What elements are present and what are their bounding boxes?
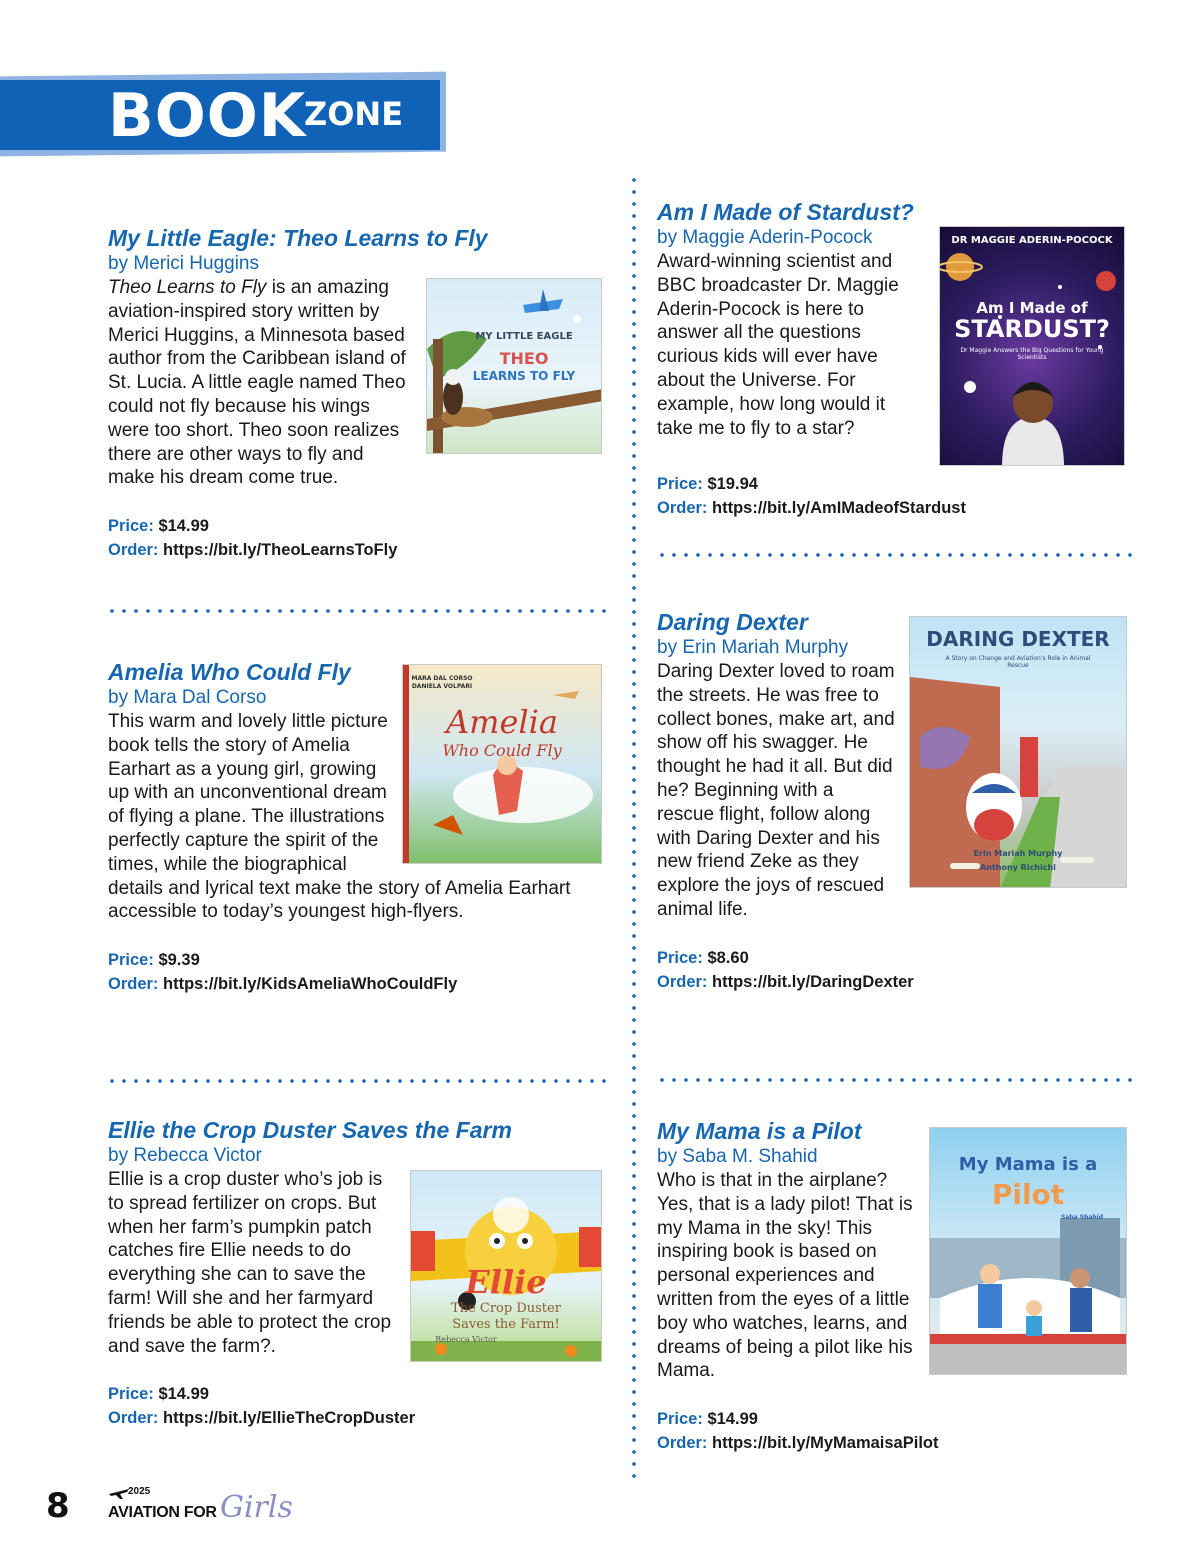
cover-text-3: Saba Shahid bbox=[1060, 1214, 1104, 1221]
cover-text-3: STARDUST? bbox=[954, 315, 1110, 343]
cover-text-4: Who Could Fly bbox=[442, 741, 562, 760]
book-title: Amelia Who Could Fly bbox=[108, 659, 351, 685]
book-description: This warm and lovely little picture book tells the story of Amelia Earhart as a young girl, growing up with an unconventional dream of flying a plane. The illustrations perfectly capture the spirit of the times, while the biographical details and lyrical text make the story of Amelia Earhart accessible to today’s youngest high-flyers. bbox=[108, 711, 571, 923]
cover-text-2: The Crop Duster bbox=[451, 1301, 561, 1316]
order-label: Order: bbox=[108, 541, 159, 560]
book-entry-amelia bbox=[108, 658, 602, 996]
cover-text-1: DR MAGGIE ADERIN-POCOCK bbox=[951, 235, 1113, 246]
book-entry-mama bbox=[657, 1117, 1127, 1455]
price-value: $14.99 bbox=[158, 1385, 209, 1404]
order-label: Order: bbox=[657, 1434, 708, 1453]
cover-text-3: Saves the Farm! bbox=[452, 1317, 560, 1332]
price-label: Price: bbox=[108, 517, 154, 536]
book-title: Daring Dexter bbox=[657, 609, 808, 635]
airplane-icon bbox=[108, 1486, 130, 1500]
section-banner bbox=[0, 74, 448, 156]
price-value: $14.99 bbox=[158, 517, 209, 536]
book-author: by Mara Dal Corso bbox=[108, 687, 267, 708]
book-price bbox=[657, 472, 1125, 496]
book-cover-amelia bbox=[402, 664, 602, 864]
book-meta bbox=[108, 514, 602, 562]
logo-year: 2025 bbox=[128, 1486, 151, 1497]
logo-brand: AVIATION FOR bbox=[108, 1504, 217, 1521]
order-link[interactable]: https://bit.ly/AmIMadeofStardust bbox=[712, 499, 966, 517]
book-meta bbox=[657, 946, 1127, 994]
book-price bbox=[657, 946, 1127, 970]
cover-text-2: Am I Made of bbox=[976, 299, 1088, 317]
book-order bbox=[657, 1431, 1127, 1455]
cover-text-1: Ellie bbox=[465, 1263, 547, 1301]
row-divider-right-1 bbox=[656, 552, 1132, 558]
book-title: Ellie the Crop Duster Saves the Farm bbox=[108, 1117, 512, 1143]
book-title: My Mama is a Pilot bbox=[657, 1118, 862, 1144]
book-meta bbox=[108, 1382, 602, 1430]
logo-brand-script: Girls bbox=[220, 1490, 293, 1525]
book-order bbox=[657, 970, 1127, 994]
price-value: $19.94 bbox=[707, 475, 758, 493]
order-label: Order: bbox=[657, 499, 708, 517]
book-entry-ellie bbox=[108, 1116, 602, 1430]
price-value: $9.39 bbox=[158, 951, 200, 970]
order-link[interactable]: https://bit.ly/KidsAmeliaWhoCouldFly bbox=[163, 975, 458, 994]
cover-text-1: MY LITTLE EAGLE bbox=[475, 331, 573, 342]
book-meta bbox=[657, 1407, 1127, 1455]
price-label: Price: bbox=[108, 1385, 154, 1404]
order-link[interactable]: https://bit.ly/EllieTheCropDuster bbox=[163, 1409, 416, 1428]
cover-text-2: THEO bbox=[499, 349, 549, 368]
banner-title: BOOK bbox=[108, 81, 307, 151]
cover-text-3: Amelia bbox=[446, 703, 558, 741]
book-price bbox=[657, 1407, 1127, 1431]
book-order bbox=[108, 972, 602, 996]
row-divider-left-1 bbox=[106, 608, 610, 614]
cover-text-2: Pilot bbox=[991, 1178, 1065, 1211]
order-link[interactable]: https://bit.ly/MyMamaisaPilot bbox=[712, 1434, 939, 1453]
cover-text-2: A Story on Change and Aviation's Role in Animal Rescue bbox=[945, 655, 1091, 669]
column-divider bbox=[632, 174, 636, 1480]
book-order bbox=[108, 538, 602, 562]
row-divider-right-2 bbox=[656, 1077, 1132, 1083]
book-cover-dexter bbox=[909, 616, 1127, 888]
book-title: Am I Made of Stardust? bbox=[657, 199, 914, 225]
book-description: Who is that in the airplane? Yes, that is a lady pilot! That is my Mama in the sky! This inspiring book is based on personal experiences and written from the eyes of a little boy who watches, learns, and dreams of being a pilot like his Mama. bbox=[657, 1170, 913, 1382]
cover-text-4: Anthony Richichi bbox=[980, 863, 1056, 872]
book-cover-theo bbox=[426, 278, 602, 454]
book-price bbox=[108, 948, 602, 972]
price-label: Price: bbox=[657, 948, 703, 967]
page-number: 8 bbox=[46, 1486, 70, 1526]
order-label: Order: bbox=[108, 1409, 159, 1428]
book-order bbox=[657, 496, 1125, 520]
book-meta bbox=[108, 948, 602, 996]
cover-illustration bbox=[403, 665, 602, 864]
order-label: Order: bbox=[108, 975, 159, 994]
book-description-text: is an amazing aviation-inspired story written by Merici Huggins, a Minnesota based author from the Caribbean island of St. Lucia. A little eagle named Theo could not fly because his wings were too short. Theo soon realizes there are other ways to fly and make his dream come true. bbox=[108, 277, 406, 489]
book-price bbox=[108, 514, 602, 538]
price-value: $14.99 bbox=[707, 1410, 758, 1429]
book-cover-stardust bbox=[939, 226, 1125, 466]
cover-text-1: DARING DEXTER bbox=[926, 627, 1110, 651]
book-order bbox=[108, 1406, 602, 1430]
book-author: by Merici Huggins bbox=[108, 253, 259, 274]
book-entry-theo bbox=[108, 224, 602, 562]
book-author: by Erin Mariah Murphy bbox=[657, 637, 849, 658]
book-description-title: Theo Learns to Fly bbox=[108, 277, 267, 298]
book-description: Award-winning scientist and BBC broadcaster Dr. Maggie Aderin-Pocock is here to answer all the questions curious kids will ever have about the Universe. For example, how long would it take me to fly to a star? bbox=[657, 251, 899, 439]
book-author: by Saba M. Shahid bbox=[657, 1146, 818, 1167]
cover-text-4: Dr Maggie Answers the Big Questions for Young Scientists bbox=[960, 347, 1104, 361]
price-value: $8.60 bbox=[707, 948, 749, 967]
book-meta bbox=[657, 472, 1125, 520]
price-label: Price: bbox=[657, 475, 703, 493]
book-description: Daring Dexter loved to roam the streets. He was free to collect bones, make art, and show off his swagger. He thought he had it all. But did he? Beginning with a rescue flight, follow along with Daring Dexter and his new friend Zeke as they explore the joys of rescued animal life. bbox=[657, 661, 895, 920]
cover-text-2: DANIELA VOLPARI bbox=[411, 683, 473, 690]
book-entry-stardust bbox=[657, 198, 1125, 520]
aviation-for-girls-logo bbox=[108, 1486, 308, 1532]
order-link[interactable]: https://bit.ly/DaringDexter bbox=[712, 972, 914, 991]
price-label: Price: bbox=[108, 951, 154, 970]
book-title: My Little Eagle: Theo Learns to Fly bbox=[108, 225, 488, 251]
price-label: Price: bbox=[657, 1410, 703, 1429]
cover-text-3: Erin Mariah Murphy bbox=[973, 849, 1063, 858]
book-price bbox=[108, 1382, 602, 1406]
book-cover-ellie bbox=[410, 1170, 602, 1362]
book-description: Ellie is a crop duster who’s job is to spread fertilizer on crops. But when her farm’s pumpkin patch catches fire Ellie needs to do everything she can to save the farm! Will she and her farmyard friends be able to protect the crop and save the farm?. bbox=[108, 1169, 392, 1357]
row-divider-left-2 bbox=[106, 1078, 610, 1084]
book-entry-dexter bbox=[657, 608, 1127, 994]
book-author: by Rebecca Victor bbox=[108, 1145, 262, 1166]
cover-text-1: My Mama is a bbox=[958, 1154, 1098, 1175]
book-cover-mama bbox=[929, 1127, 1127, 1375]
order-link[interactable]: https://bit.ly/TheoLearnsToFly bbox=[163, 541, 398, 560]
book-author: by Maggie Aderin-Pocock bbox=[657, 227, 873, 248]
cover-text-3: LEARNS TO FLY bbox=[472, 369, 576, 383]
order-label: Order: bbox=[657, 972, 708, 991]
banner-subtitle: ZONE bbox=[304, 95, 404, 133]
cover-text-4: Rebecca Victor bbox=[435, 1335, 497, 1344]
cover-text-1: MARA DAL CORSO bbox=[411, 675, 473, 682]
